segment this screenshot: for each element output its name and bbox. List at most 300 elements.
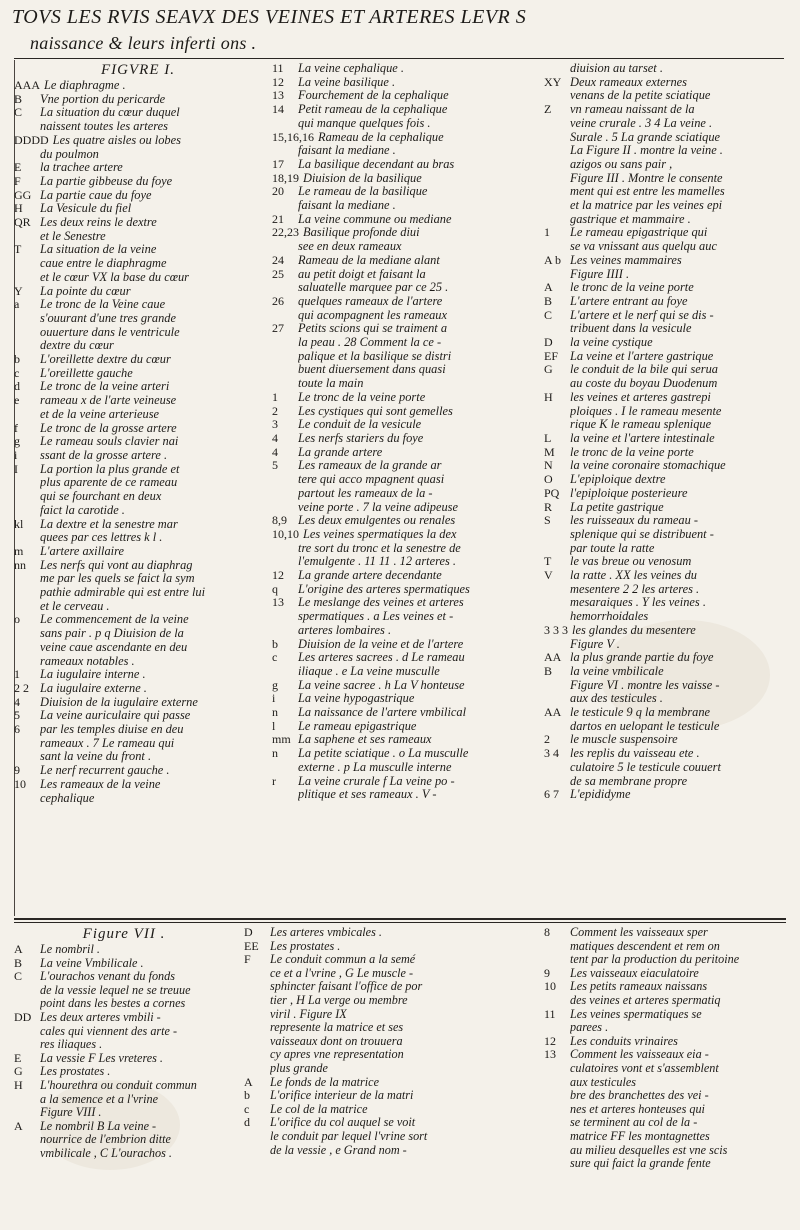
- legend-key: e: [14, 393, 20, 408]
- legend-key: 18,19: [272, 170, 299, 185]
- legend-key: B: [14, 955, 23, 970]
- legend-key: [244, 1008, 270, 1022]
- legend-key: 13: [272, 88, 284, 103]
- legend-entry: [14, 271, 262, 285]
- legend-entry: [14, 709, 262, 723]
- legend-key: 10: [14, 776, 26, 791]
- legend-key: [14, 408, 40, 422]
- legend-entry: [272, 459, 534, 473]
- legend-key: [544, 994, 570, 1008]
- legend-text: qui se fourchant en deux: [40, 490, 162, 504]
- legend-entry: [14, 682, 262, 696]
- legend-text: Les veines spermatiques la dex: [303, 527, 457, 541]
- legend-key: a: [14, 297, 20, 312]
- legend-entry: [544, 569, 792, 583]
- legend-text: Basilique profonde diui: [303, 226, 420, 240]
- legend-key: G: [544, 362, 553, 377]
- legend-key: EE: [244, 938, 259, 953]
- legend-entry: [272, 117, 534, 131]
- legend-text: diuision au tarset .: [570, 62, 663, 75]
- legend-text: La partie gibbeuse du foye: [40, 174, 173, 188]
- legend-text: Les rameaux de la grande ar: [298, 459, 442, 473]
- legend-entry: [14, 257, 262, 271]
- legend-key: A: [244, 1074, 253, 1089]
- legend-key: M: [544, 444, 555, 459]
- legend-text: par toute la ratte: [570, 541, 655, 555]
- legend-entry: [272, 596, 534, 610]
- legend-text: Les veines mammaires: [570, 253, 682, 267]
- legend-key: 13: [272, 595, 284, 610]
- legend-entry: [14, 189, 262, 203]
- legend-key: [272, 788, 298, 802]
- legend-key: [544, 610, 570, 624]
- legend-text: veine caue ascendante en deu: [40, 640, 188, 654]
- legend-key: nn: [14, 557, 26, 572]
- legend-entry: [14, 1133, 234, 1147]
- legend-key: [272, 199, 298, 213]
- legend-text: La dextre et la senestre mar: [40, 517, 178, 531]
- legend-text: Le nombril .: [40, 943, 100, 956]
- legend-key: [544, 761, 570, 775]
- legend-entry: [544, 1130, 792, 1144]
- legend-text: la veine et l'artere intestinale: [570, 431, 715, 445]
- legend-text: la peau . 28 Comment la ce -: [298, 336, 442, 350]
- legend-text: La veine auriculaire qui passe: [40, 709, 191, 723]
- legend-key: [272, 473, 298, 487]
- legend-key: [544, 953, 570, 967]
- legend-text: mesentere 2 2 les arteres .: [570, 582, 700, 596]
- legend-key: [272, 350, 298, 364]
- legend-entry: [272, 761, 534, 775]
- legend-entry: [272, 487, 534, 501]
- legend-key: [544, 158, 570, 172]
- legend-key: [544, 1076, 570, 1090]
- legend-entry: [544, 1076, 792, 1090]
- legend-entry: [544, 446, 792, 460]
- legend-text: le vas breue ou venosum: [570, 555, 692, 569]
- legend-key: E: [14, 160, 22, 175]
- legend-entry: [14, 298, 262, 312]
- legend-key: [544, 268, 570, 282]
- legend-entry: [14, 668, 262, 682]
- legend-text: sure qui faict la grande fente: [570, 1157, 711, 1171]
- legend-text: venans de la petite sciatique: [570, 89, 711, 103]
- legend-text: Le rameau souls clavier nai: [40, 435, 179, 449]
- legend-entry: [272, 336, 534, 350]
- legend-entry: [14, 750, 262, 764]
- legend-key: [544, 542, 570, 556]
- legend-entry: [244, 1103, 534, 1117]
- legend-entry: [14, 476, 262, 490]
- legend-entry: [272, 788, 534, 802]
- legend-text: La iugulaire interne .: [40, 668, 146, 682]
- legend-text: La Figure II . montre la veine .: [570, 144, 723, 158]
- legend-entry: [544, 1116, 792, 1130]
- legend-entry: [244, 1048, 534, 1062]
- legend-text: rameaux . 7 Le rameau qui: [40, 736, 175, 750]
- legend-key: 8,9: [272, 513, 287, 528]
- legend-text: a la semence et a l'vrine: [40, 1092, 159, 1106]
- legend-key: DD: [14, 1009, 32, 1024]
- legend-key: c: [14, 365, 20, 380]
- legend-entry: [14, 106, 262, 120]
- legend-text: pathie admirable qui est entre lui: [40, 586, 206, 600]
- legend-entry: [544, 295, 792, 309]
- legend-entry: [272, 76, 534, 90]
- legend-key: [544, 638, 570, 652]
- legend-key: c: [244, 1101, 250, 1116]
- legend-entry: [14, 792, 262, 806]
- legend-text: faisant la mediane .: [298, 144, 396, 158]
- legend-key: Z: [544, 102, 552, 117]
- legend-key: [544, 720, 570, 734]
- legend-entry: [544, 720, 792, 734]
- legend-text: cy apres vne representation: [270, 1048, 404, 1062]
- legend-text: sant la veine du front .: [40, 750, 152, 764]
- legend-key: 1: [272, 389, 278, 404]
- legend-entry: [244, 1021, 534, 1035]
- legend-entry: [544, 459, 792, 473]
- legend-entry: [272, 268, 534, 282]
- legend-text: me par les quels se faict la sym: [40, 572, 195, 586]
- legend-text: Les deux arteres vmbili -: [40, 1010, 161, 1024]
- legend-key: [544, 1062, 570, 1076]
- legend-entry: [14, 1079, 234, 1093]
- legend-key: [544, 377, 570, 391]
- legend-entry: [544, 1089, 792, 1103]
- legend-text: mesaraiques . Y les veines .: [570, 596, 706, 610]
- legend-key: F: [244, 952, 251, 967]
- legend-text: Les arteres vmbicales .: [270, 926, 382, 939]
- legend-text: et de la veine arterieuse: [40, 407, 160, 421]
- legend-text: Le meslange des veines et arteres: [298, 596, 464, 610]
- legend-entry: [544, 131, 792, 145]
- legend-text: L'orifice interieur de la matri: [270, 1089, 414, 1103]
- legend-entry: [14, 285, 262, 299]
- legend-text: point dans les bestes a cornes: [40, 997, 186, 1011]
- legend-entry: [272, 733, 534, 747]
- legend-key: XY: [544, 74, 562, 89]
- legend-text: tribuent dans la vesicule: [570, 322, 692, 336]
- legend-key: [544, 692, 570, 706]
- legend-entry: [544, 117, 792, 131]
- legend-entry: [14, 572, 262, 586]
- legend-text: Le tronc de la grosse artere: [40, 421, 177, 435]
- legend-text: Les rameaux de la veine: [40, 777, 161, 791]
- legend-entry: [14, 737, 262, 751]
- legend-text: rameaux notables .: [40, 654, 135, 668]
- legend-text: Les prostates .: [270, 939, 341, 953]
- legend-key: [272, 624, 298, 638]
- legend-entry: [544, 62, 792, 76]
- legend-text: Les arteres sacrees . d Le rameau: [298, 651, 465, 665]
- legend-text: tere qui acco mpagnent quasi: [298, 473, 445, 487]
- legend-entry: [544, 185, 792, 199]
- legend-text: au milieu desquelles est vne scis: [570, 1143, 728, 1157]
- legend-text: et le Senestre: [40, 229, 106, 243]
- legend-entry: [14, 943, 234, 957]
- legend-entry: [244, 980, 534, 994]
- legend-key: [14, 600, 40, 614]
- legend-entry: [14, 175, 262, 189]
- legend-text: veine porte . 7 la veine adipeuse: [298, 500, 458, 514]
- legend-entry: [14, 1120, 234, 1134]
- legend-text: Figure V .: [570, 637, 620, 651]
- legend-text: splenique qui se distribuent -: [570, 527, 714, 541]
- legend-text: dartos en uelopant le testicule: [570, 719, 720, 733]
- legend-text: arteres lombaires .: [298, 623, 392, 637]
- legend-entry: [272, 651, 534, 665]
- legend-key: l: [272, 718, 276, 733]
- legend-key: mm: [272, 732, 291, 747]
- legend-text: le tronc de la veine porte: [570, 445, 694, 459]
- legend-text: Les deux reins le dextre: [40, 216, 157, 230]
- legend-key: [544, 528, 570, 542]
- legend-entry: [244, 1008, 534, 1022]
- legend-key: [14, 655, 40, 669]
- legend-text: Le conduit commun a la semé: [270, 953, 416, 967]
- legend-text: Les nerfs stariers du foye: [298, 431, 424, 445]
- legend-entry: [544, 1035, 792, 1049]
- legend-key: [244, 1035, 270, 1049]
- legend-key: DDDD: [14, 132, 49, 147]
- legend-text: la plus grande partie du foye: [570, 651, 714, 665]
- legend-key: 17: [272, 156, 284, 171]
- legend-key: D: [544, 335, 553, 350]
- legend-key: C: [14, 969, 23, 984]
- legend-key: AA: [544, 650, 562, 665]
- legend-entry: [244, 1116, 534, 1130]
- legend-key: 20: [272, 184, 284, 199]
- legend-key: A: [544, 280, 553, 295]
- legend-text: Diuision de la basilique: [303, 171, 422, 185]
- legend-key: [244, 994, 270, 1008]
- legend-text: L'ourachos venant du fonds: [40, 970, 175, 984]
- legend-entry: [272, 103, 534, 117]
- legend-entry: [272, 692, 534, 706]
- legend-entry: [544, 144, 792, 158]
- legend-entry: [272, 185, 534, 199]
- legend-text: plitique et ses rameaux . V -: [298, 788, 437, 802]
- legend-entry: [272, 131, 534, 145]
- legend-entry: [272, 172, 534, 186]
- legend-entry: [272, 583, 534, 597]
- legend-key: AA: [544, 705, 562, 720]
- legend-text: Deux rameaux externes: [570, 75, 687, 89]
- legend-key: [544, 418, 570, 432]
- legend-key: [14, 984, 40, 998]
- legend-text: L'oreillette dextre du cœur: [40, 353, 171, 367]
- legend-entry: [272, 363, 534, 377]
- legend-text: s'ouurant d'une tres grande: [40, 311, 176, 325]
- legend-key: [14, 120, 40, 134]
- legend-text: La petite gastrique: [570, 500, 664, 514]
- legend-key: [544, 1089, 570, 1103]
- legend-entry: [544, 1062, 792, 1076]
- legend-text: la trachee artere: [40, 161, 123, 175]
- legend-key: [544, 1021, 570, 1035]
- legend-key: [272, 665, 298, 679]
- legend-key: [14, 148, 40, 162]
- legend-key: [544, 240, 570, 254]
- legend-key: [244, 967, 270, 981]
- legend-key: [14, 504, 40, 518]
- legend-entry: [544, 994, 792, 1008]
- legend-text: La veine Vmbilicale .: [40, 956, 144, 970]
- legend-text: Le diaphragme .: [44, 79, 126, 92]
- legend-entry: [272, 62, 534, 76]
- legend-text: le testicule 9 q la membrane: [570, 706, 711, 720]
- legend-key: [544, 583, 570, 597]
- legend-text: partout les rameaux de la -: [298, 486, 433, 500]
- legend-entry: [544, 706, 792, 720]
- legend-key: PQ: [544, 485, 560, 500]
- legend-entry: [14, 435, 262, 449]
- legend-entry: [14, 778, 262, 792]
- legend-text: L'origine des arteres spermatiques: [298, 582, 470, 596]
- legend-text: Surale . 5 La grande sciatique: [570, 130, 721, 144]
- legend-entry: [544, 1021, 792, 1035]
- legend-text: La veine et l'artere gastrique: [570, 349, 714, 363]
- legend-key: C: [14, 105, 23, 120]
- legend-key: g: [14, 434, 20, 449]
- legend-text: Les veines spermatiques se: [570, 1007, 702, 1021]
- legend-key: [14, 997, 40, 1011]
- legend-entry: [272, 542, 534, 556]
- legend-entry: [14, 997, 234, 1011]
- legend-entry: [14, 518, 262, 532]
- legend-text: la veine vmbilicale: [570, 664, 664, 678]
- legend-key: [544, 62, 570, 76]
- legend-key: [14, 627, 40, 641]
- legend-text: rique K le rameau splenique: [570, 418, 712, 432]
- legend-key: 12: [544, 1033, 556, 1048]
- legend-entry: [272, 528, 534, 542]
- legend-text: qui acompagnent les rameaux: [298, 308, 448, 322]
- legend-text: viril . Figure IX: [270, 1007, 347, 1021]
- legend-entry: [544, 309, 792, 323]
- legend-entry: [14, 79, 262, 93]
- legend-text: Figure VIII .: [40, 1106, 102, 1120]
- legend-text: aux testicules: [570, 1075, 636, 1089]
- legend-entry: [14, 641, 262, 655]
- legend-entry: [272, 432, 534, 446]
- legend-key: S: [544, 513, 551, 528]
- legend-key: QR: [14, 215, 31, 230]
- legend-key: A b: [544, 252, 562, 267]
- legend-entry: [544, 487, 792, 501]
- legend-text: le muscle suspensoire: [570, 733, 678, 747]
- legend-entry: [272, 309, 534, 323]
- legend-text: La situation du cœur duquel: [40, 106, 180, 120]
- legend-key: V: [544, 568, 553, 583]
- legend-key: [14, 792, 40, 806]
- legend-key: b: [14, 352, 20, 367]
- legend-entry: [544, 1008, 792, 1022]
- section-divider-thin: [14, 922, 786, 923]
- legend-text: Le rameau epigastrique: [298, 719, 417, 733]
- legend-text: L'epiploique dextre: [570, 473, 666, 487]
- legend-key: R: [544, 499, 553, 514]
- legend-entry: [244, 940, 534, 954]
- legend-entry: [14, 1025, 234, 1039]
- legend-key: [14, 271, 40, 285]
- legend-text: quelques rameaux de l'artere: [298, 294, 443, 308]
- legend-key: 3: [272, 417, 278, 432]
- legend-text: L'artere entrant au foye: [570, 294, 688, 308]
- legend-text: Les petits rameaux naissans: [570, 980, 708, 994]
- legend-key: A: [14, 1118, 23, 1133]
- legend-entry: [14, 1106, 234, 1120]
- legend-key: [544, 131, 570, 145]
- legend-entry: [14, 408, 262, 422]
- legend-key: H: [14, 201, 23, 216]
- legend-entry: [272, 624, 534, 638]
- legend-entry: [272, 473, 534, 487]
- legend-text: La naissance de l'artere vmbilical: [298, 706, 467, 720]
- legend-text: La portion la plus grande et: [40, 462, 180, 476]
- legend-key: [272, 377, 298, 391]
- title-rule: [14, 58, 784, 59]
- legend-entry: [14, 1011, 234, 1025]
- legend-text: plus aparente de ce rameau: [40, 476, 178, 490]
- legend-key: G: [14, 1064, 23, 1079]
- legend-entry: [14, 353, 262, 367]
- legend-key: [272, 610, 298, 624]
- legend-text: Le fonds de la matrice: [270, 1075, 379, 1089]
- legend-entry: [544, 391, 792, 405]
- legend-key: [544, 1130, 570, 1144]
- legend-text: matrice FF les montagnettes: [570, 1129, 710, 1143]
- legend-key: [244, 1144, 270, 1158]
- legend-entry: [544, 747, 792, 761]
- legend-text: cales qui viennent des arte -: [40, 1024, 178, 1038]
- legend-text: Figure III . Montre le consente: [570, 171, 723, 185]
- legend-key: [272, 309, 298, 323]
- legend-entry: [14, 202, 262, 216]
- legend-entry: [14, 1038, 234, 1052]
- legend-key: [272, 144, 298, 158]
- legend-entry: [544, 733, 792, 747]
- legend-key: 10,10: [272, 526, 299, 541]
- legend-text: Le tronc de la veine porte: [298, 390, 426, 404]
- legend-text: Rameau de la cephalique: [318, 130, 444, 144]
- legend-entry: [544, 788, 792, 802]
- legend-text: Comment les vaisseaux eia -: [570, 1048, 709, 1062]
- legend-key: 24: [272, 252, 284, 267]
- legend-text: iliaque . e La veine musculle: [298, 664, 440, 678]
- legend-text: rameau x de l'arte veineuse: [40, 394, 177, 408]
- legend-text: qui manque quelques fois .: [298, 116, 431, 130]
- legend-text: vmbilicale , C L'ourachos .: [40, 1146, 172, 1160]
- legend-key: L: [544, 430, 552, 445]
- legend-text: buent diuersement dans quasi: [298, 363, 446, 377]
- legend-entry: [544, 555, 792, 569]
- legend-text: naissent toutes les arteres: [40, 120, 168, 134]
- legend-entry: [14, 422, 262, 436]
- legend-entry: [544, 1144, 792, 1158]
- legend-text: Petit rameau de la cephalique: [298, 103, 448, 117]
- legend-entry: [272, 501, 534, 515]
- legend-text: La vessie F Les vreteres .: [40, 1051, 163, 1065]
- legend-text: la ratte . XX les veines du: [570, 569, 697, 583]
- legend-text: la veine cystique: [570, 336, 653, 350]
- legend-entry: [14, 696, 262, 710]
- legend-text: Les cystiques qui sont gemelles: [298, 404, 453, 418]
- legend-entry: [544, 967, 792, 981]
- legend-entry: [272, 706, 534, 720]
- legend-key: [544, 185, 570, 199]
